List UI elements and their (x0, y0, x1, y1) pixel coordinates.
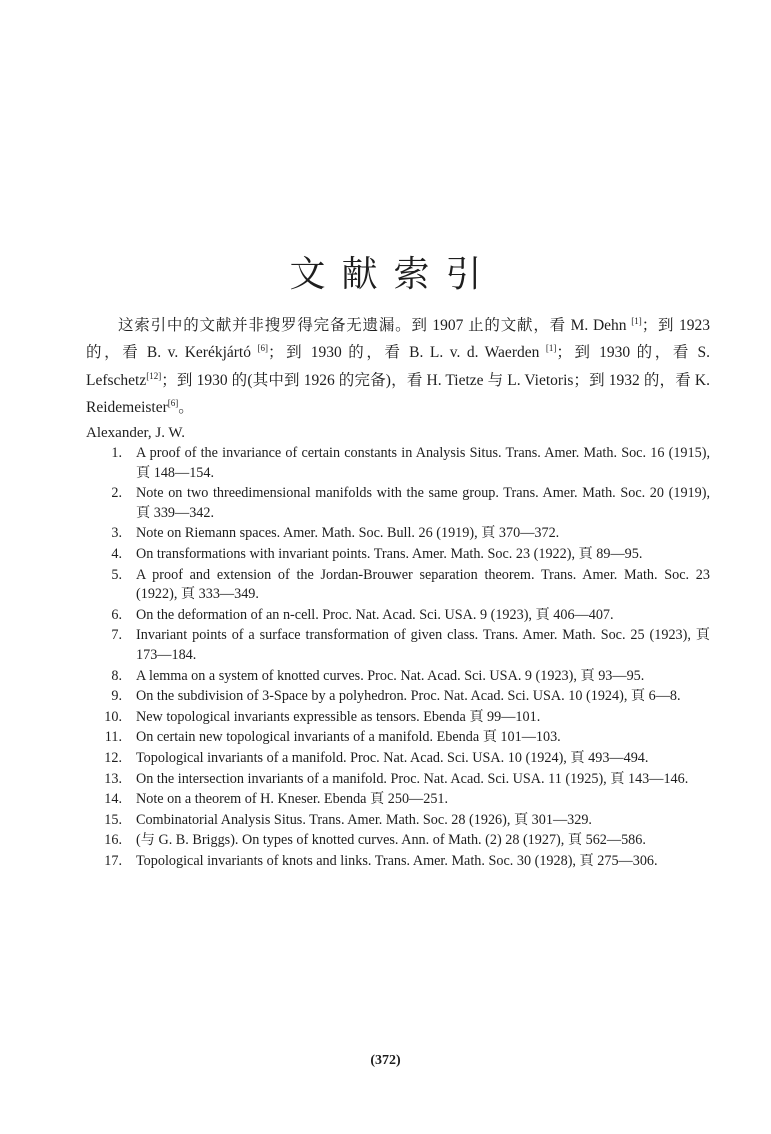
entry-text: (与 G. B. Briggs). On types of knotted curves. Ann. of Math. (2) 28 (1927), 頁 562—586. (136, 832, 646, 849)
page-title: 文献索引 (289, 254, 498, 296)
entry-number: 17. (104, 852, 122, 869)
entry-text: A proof and extension of the Jordan-Brouwer separation theorem. Trans. Amer. Math. Soc. 23 (1922), 頁 333—349. (136, 566, 710, 603)
entry-number: 13. (104, 770, 122, 787)
entry-text: Note on two threedimensional manifolds with the same group. Trans. Amer. Math. Soc. 20 (1919), 頁 339—342. (136, 485, 710, 521)
entry-number: 12. (104, 749, 122, 766)
citation-marker: [6] (167, 397, 179, 408)
bibliography-entry (86, 484, 710, 523)
entry-text: Topological invariants of knots and links. Trans. Amer. Math. Soc. 30 (1928), 頁 275—306. (136, 852, 658, 869)
intro-text: ；到 1923 的，看 B. v. Kerékjártó (86, 316, 710, 361)
entry-text: Topological invariants of a manifold. Proc. Nat. Acad. Sci. USA. 10 (1924), 頁 493—494. (136, 749, 649, 766)
entry-text: On the intersection invariants of a manifold. Proc. Nat. Acad. Sci. USA. 11 (1925), 頁 143—146. (136, 770, 689, 787)
citation-marker: [1] (631, 315, 642, 326)
intro-paragraph (86, 312, 710, 422)
entry-text: A proof of the invariance of certain constants in Analysis Situs. Trans. Amer. Math. Soc. 16 (1915), 頁 148—154. (136, 445, 710, 481)
entry-number: 1. (111, 445, 122, 461)
bibliography-entry (86, 606, 710, 626)
entry-text: A lemma on a system of knotted curves. Proc. Nat. Acad. Sci. USA. 9 (1923), 頁 93—95. (136, 667, 645, 684)
entry-text: Combinatorial Analysis Situs. Trans. Amer. Math. Soc. 28 (1926), 頁 301—329. (136, 811, 592, 828)
entry-number: 8. (111, 667, 122, 684)
bibliography-list (86, 444, 710, 872)
entry-number: 6. (111, 606, 122, 623)
bibliography-entry (86, 728, 710, 748)
citation-marker: [1] (545, 342, 557, 353)
bibliography-entry (86, 524, 710, 544)
entry-number: 10. (104, 708, 122, 725)
page-number: (372) (370, 1053, 401, 1068)
entry-text: New topological invariants expressible as tensors. Ebenda 頁 99—101. (136, 708, 541, 725)
bibliography-entry (86, 687, 710, 707)
bibliography-entry (86, 790, 710, 810)
bibliography-entry (86, 566, 710, 605)
bibliography-entry (86, 811, 710, 831)
entry-number: 16. (104, 832, 122, 849)
entry-number: 3. (111, 525, 122, 542)
entry-number: 7. (111, 627, 122, 644)
intro-text: ；到 1930 的，看 B. L. v. d. Waerden (268, 344, 546, 361)
entry-text: Invariant points of a surface transformation of given class. Trans. Amer. Math. Soc. 25 (1923), 頁 173—184. (136, 627, 710, 663)
entry-number: 11. (104, 729, 122, 746)
citation-marker: [12] (146, 370, 162, 381)
bibliography-entry (86, 831, 710, 851)
bibliography-entry (86, 749, 710, 769)
bibliography-entry (86, 626, 710, 665)
entry-number: 4. (111, 545, 122, 562)
intro-text: ；到 1930 的(其中到 1926 的完备)，看 H. Tietze 与 L. Vietoris；到 1932 的，看 K. Reidemeister (86, 371, 710, 416)
entry-text: On certain new topological invariants of a manifold. Ebenda 頁 101—103. (136, 729, 561, 746)
entry-text: Note on a theorem of H. Kneser. Ebenda 頁 250—251. (136, 791, 449, 808)
entry-text: On transformations with invariant points. Trans. Amer. Math. Soc. 23 (1922), 頁 89—95. (136, 545, 643, 562)
intro-text: 。 (178, 399, 194, 416)
entry-number: 2. (111, 485, 122, 502)
intro-text: 这索引中的文献并非搜罗得完备无遗漏。到 1907 止的文献，看 M. Dehn (118, 316, 632, 334)
bibliography-entry (86, 852, 710, 872)
bibliography-entry (86, 444, 710, 483)
bibliography-entry (86, 708, 710, 728)
bibliography-entry (86, 770, 710, 790)
citation-marker: [6] (257, 342, 268, 353)
entry-number: 15. (104, 811, 122, 828)
bibliography-entry (86, 545, 710, 565)
intro-text: ；到 1930 的，看 S. Lefschetz (86, 344, 710, 389)
entry-text: Note on Riemann spaces. Amer. Math. Soc. Bull. 26 (1919), 頁 370—372. (136, 525, 560, 542)
entry-number: 9. (111, 688, 122, 705)
entry-text: On the subdivision of 3-Space by a polyhedron. Proc. Nat. Acad. Sci. USA. 10 (1924), 頁 6—8. (136, 688, 681, 705)
bibliography-entry (86, 667, 710, 687)
entry-number: 5. (111, 566, 122, 583)
entry-number: 14. (104, 791, 122, 808)
author-heading: Alexander, J. W. (86, 425, 185, 441)
entry-text: On the deformation of an n-cell. Proc. Nat. Acad. Sci. USA. 9 (1923), 頁 406—407. (136, 606, 614, 623)
